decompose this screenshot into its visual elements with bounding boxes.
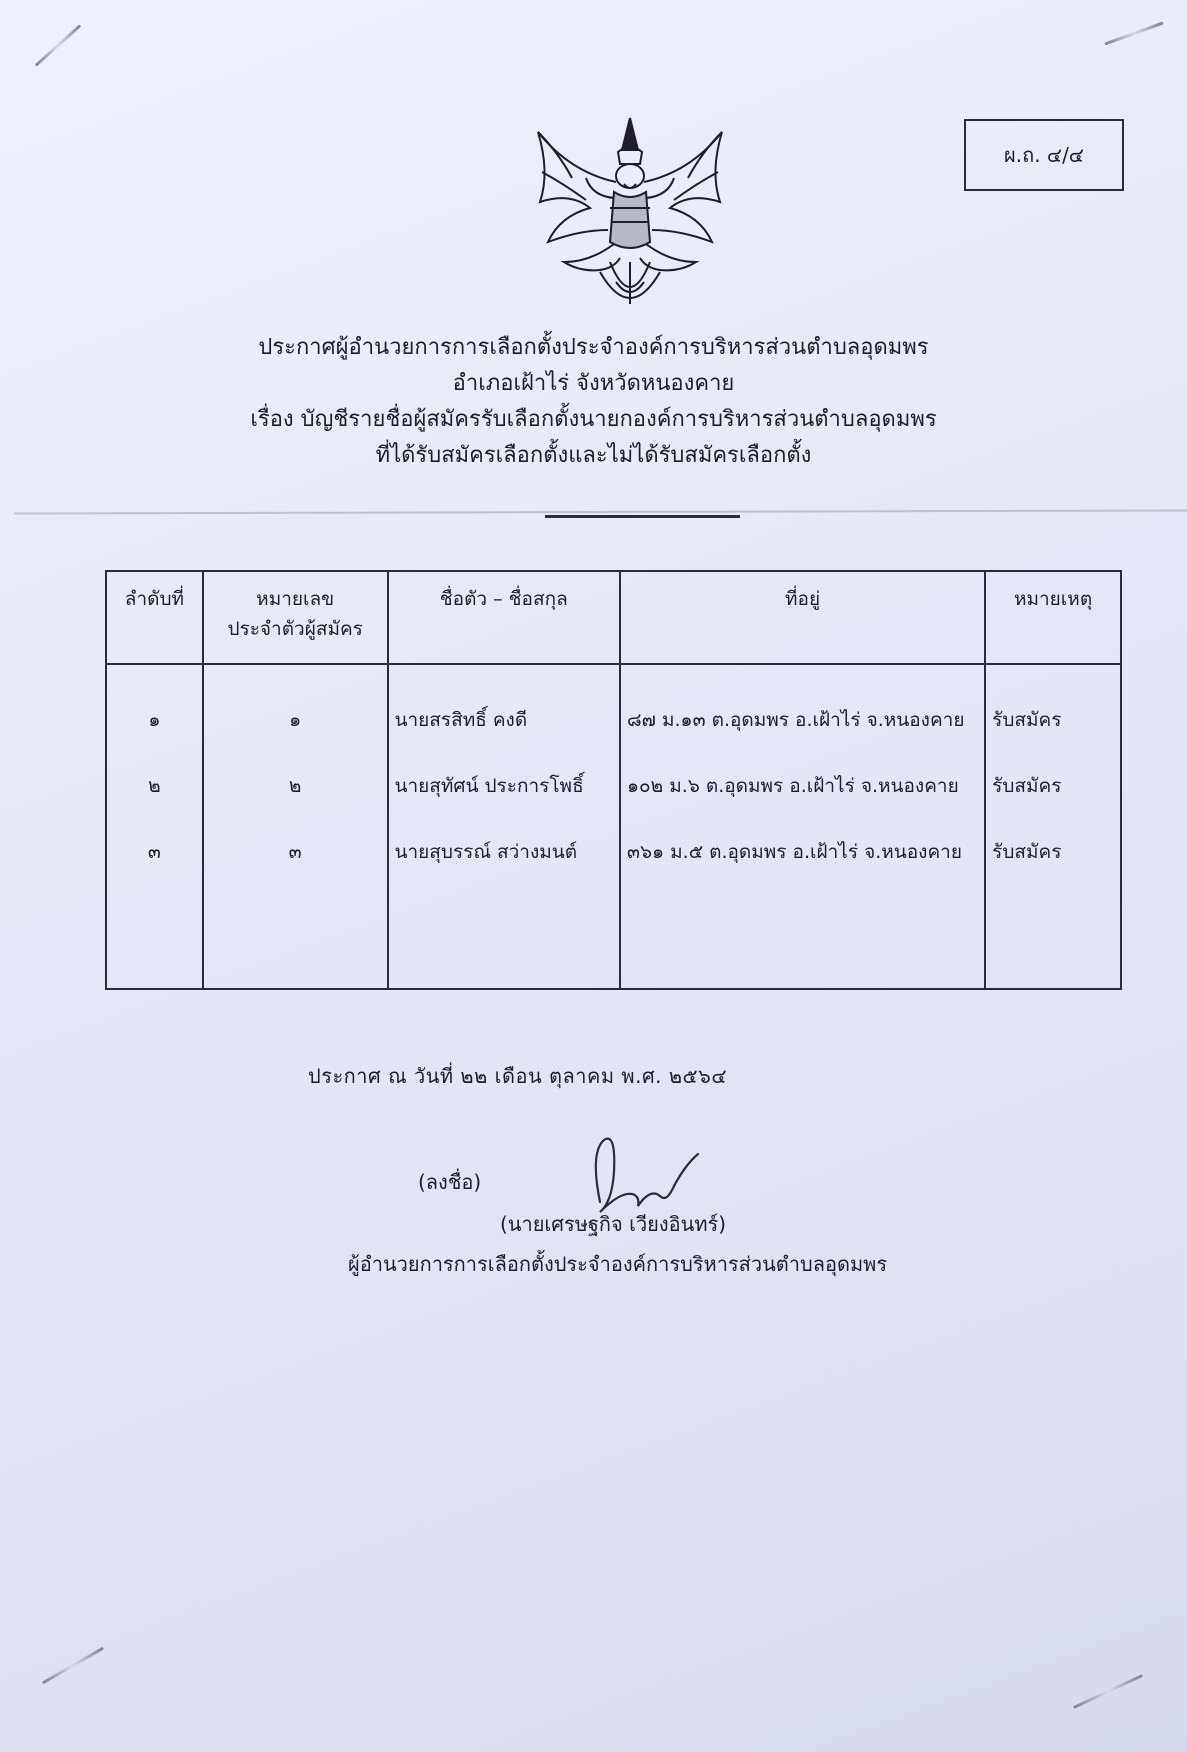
empty-cell — [106, 885, 203, 989]
cell-order: ๑ — [106, 664, 203, 753]
heading-line-3: เรื่อง บัญชีรายชื่อผู้สมัครรับเลือกตั้งนายกองค์การบริหารส่วนตำบลอุดมพร — [250, 407, 937, 432]
cell-name: นายสุบรรณ์ สว่างมนต์ — [388, 819, 620, 885]
cell-name: นายสรสิทธิ์ คงดี — [388, 664, 620, 753]
header-number — [203, 571, 388, 664]
table-row — [106, 664, 1121, 753]
cell-address: ๑๐๒ ม.๖ ต.อุดมพร อ.เฝ้าไร่ จ.หนองคาย — [620, 753, 985, 819]
empty-cell — [388, 885, 620, 989]
empty-cell — [985, 885, 1121, 989]
cell-remark: รับสมัคร — [985, 819, 1121, 885]
table-row — [106, 753, 1121, 819]
form-code-box: ผ.ถ. ๔/๔ — [964, 119, 1124, 191]
cell-order: ๓ — [106, 819, 203, 885]
cell-number: ๓ — [203, 819, 388, 885]
cell-address: ๘๗ ม.๑๓ ต.อุดมพร อ.เฝ้าไร่ จ.หนองคาย — [620, 664, 985, 753]
announcement-date: ประกาศ ณ วันที่ ๒๒ เดือน ตุลาคม พ.ศ. ๒๕๖๔ — [308, 1064, 728, 1088]
heading-underline — [545, 515, 740, 518]
table-header-row — [106, 571, 1121, 664]
signer-title: ผู้อำนวยการการเลือกตั้งประจำองค์การบริหารส่วนตำบลอุดมพร — [348, 1252, 888, 1276]
signature-label: (ลงชื่อ) — [418, 1170, 482, 1194]
header-number-line-2: ประจำตัวผู้สมัคร — [227, 618, 363, 640]
announcement-heading — [0, 330, 1187, 474]
staple — [1073, 1674, 1143, 1709]
signer-name: (นายเศรษฐกิจ เวียงอินทร์) — [500, 1212, 727, 1236]
paper-fold-line — [14, 509, 1187, 514]
table-empty-row — [106, 885, 1121, 989]
heading-line-2: อำเภอเฝ้าไร่ จังหวัดหนองคาย — [452, 371, 735, 396]
table-row — [106, 819, 1121, 885]
staple — [35, 24, 82, 66]
cell-name: นายสุทัศน์ ประการโพธิ์ — [388, 753, 620, 819]
cell-order: ๒ — [106, 753, 203, 819]
empty-cell — [203, 885, 388, 989]
cell-remark: รับสมัคร — [985, 753, 1121, 819]
header-number-line-1: หมายเลข — [256, 588, 335, 610]
garuda-emblem-icon — [530, 112, 730, 317]
staple — [42, 1647, 104, 1685]
candidate-table — [105, 570, 1122, 990]
empty-cell — [620, 885, 985, 989]
header-order: ลำดับที่ — [106, 571, 203, 664]
cell-remark: รับสมัคร — [985, 664, 1121, 753]
header-name: ชื่อตัว – ชื่อสกุล — [388, 571, 620, 664]
heading-line-4: ที่ได้รับสมัครเลือกตั้งและไม่ได้รับสมัครเลือกตั้ง — [375, 443, 812, 468]
cell-address: ๓๖๑ ม.๕ ต.อุดมพร อ.เฝ้าไร่ จ.หนองคาย — [620, 819, 985, 885]
header-remark: หมายเหตุ — [985, 571, 1121, 664]
header-address: ที่อยู่ — [620, 571, 985, 664]
heading-line-1: ประกาศผู้อำนวยการการเลือกตั้งประจำองค์การบริหารส่วนตำบลอุดมพร — [258, 335, 929, 360]
cell-number: ๒ — [203, 753, 388, 819]
staple — [1104, 21, 1163, 45]
cell-number: ๑ — [203, 664, 388, 753]
